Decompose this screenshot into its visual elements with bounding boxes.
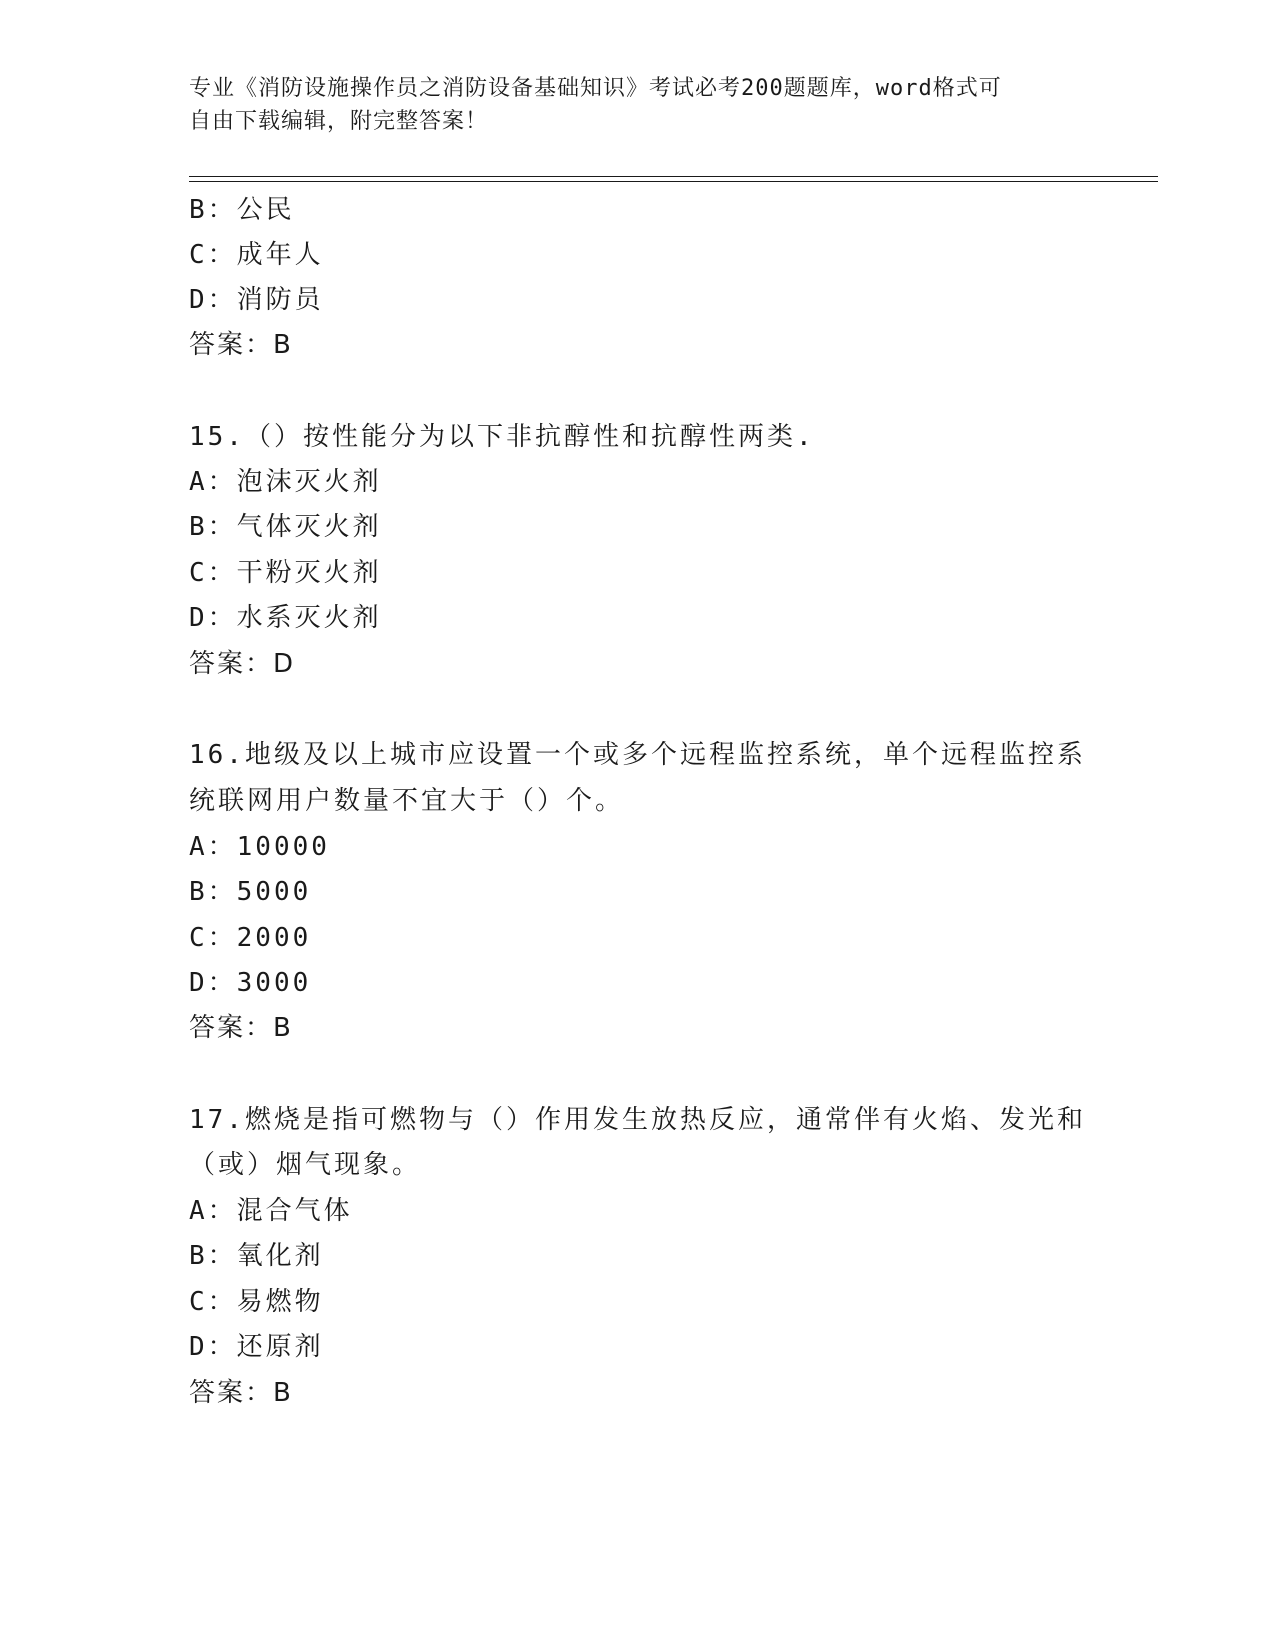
q16-question-line-1: 16.地级及以上城市应设置一个或多个远程监控系统，单个远程监控系: [189, 740, 1086, 770]
q15-question: 15.（）按性能分为以下非抗醇性和抗醇性两类.: [189, 422, 815, 452]
q15-option-a: A：泡沫灭火剂: [189, 467, 382, 497]
q14-option-c: C：成年人: [189, 240, 324, 270]
q17-question-line-2: （或）烟气现象。: [189, 1150, 422, 1180]
q17-option-d: D：还原剂: [189, 1332, 324, 1362]
q14-answer: 答案：B: [189, 330, 293, 360]
q15-answer: 答案：D: [189, 649, 296, 679]
q16-option-c: C：2000: [189, 923, 312, 953]
q17-option-c: C：易燃物: [189, 1287, 324, 1317]
q17-answer: 答案：B: [189, 1378, 293, 1408]
header-line-2: 自由下载编辑，附完整答案！: [189, 109, 489, 134]
q16-option-d: D：3000: [189, 968, 312, 998]
header-divider-top: [189, 176, 1158, 177]
q15-option-b: B：气体灭火剂: [189, 512, 382, 542]
q16-answer: 答案：B: [189, 1013, 293, 1043]
header-line-1: 专业《消防设施操作员之消防设备基础知识》考试必考200题题库，word格式可: [189, 76, 1002, 101]
q14-option-d: D：消防员: [189, 285, 324, 315]
q17-option-b: B：氧化剂: [189, 1241, 324, 1271]
header-divider-bottom: [189, 181, 1158, 182]
q16-option-a: A：10000: [189, 832, 330, 862]
document-header: [189, 72, 1089, 138]
q17-question-line-1: 17.燃烧是指可燃物与（）作用发生放热反应，通常伴有火焰、发光和: [189, 1105, 1086, 1135]
q15-option-d: D：水系灭火剂: [189, 603, 382, 633]
q17-option-a: A：混合气体: [189, 1196, 353, 1226]
q16-option-b: B：5000: [189, 877, 312, 907]
q15-option-c: C：干粉灭火剂: [189, 558, 382, 588]
q16-question-line-2: 统联网用户数量不宜大于（）个。: [189, 786, 625, 816]
q14-option-b: B：公民: [189, 195, 295, 225]
